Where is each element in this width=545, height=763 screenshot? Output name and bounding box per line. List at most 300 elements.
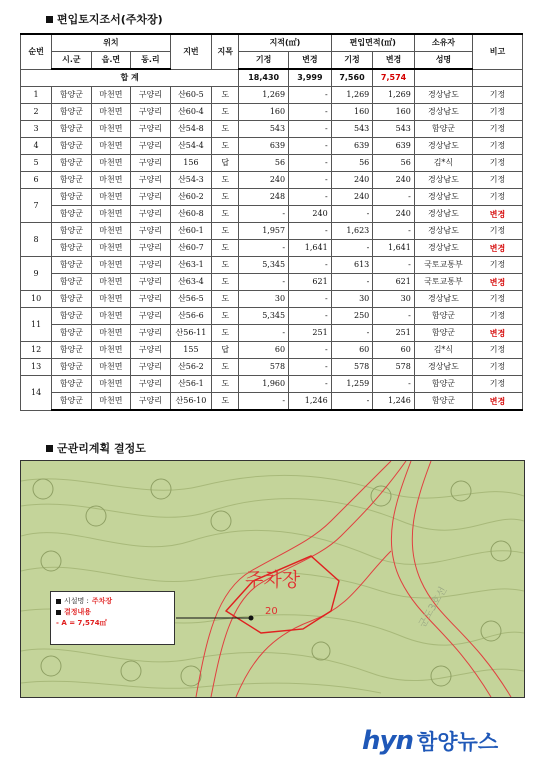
cell-owner: 경상남도 — [414, 104, 472, 121]
cell-city: 함양군 — [52, 87, 91, 104]
cell-village: 구양리 — [131, 274, 171, 291]
cell-town: 마천면 — [91, 291, 130, 308]
cell-owner: 김*식 — [414, 342, 472, 359]
logo-brand: hyn — [362, 726, 413, 756]
parking-lot-label: 주차장 — [245, 569, 301, 591]
cell-inc-changed: 1,269 — [373, 87, 415, 104]
header-lot: 지번 — [170, 34, 212, 69]
cell-remark: 기정 — [473, 87, 523, 104]
cell-inc-changed: 1,246 — [373, 393, 415, 411]
cell-inc-existing: 578 — [331, 359, 373, 376]
square-bullet-icon — [46, 445, 53, 452]
cell-owner: 경상남도 — [414, 240, 472, 257]
cell-area-existing: 30 — [239, 291, 289, 308]
cell-town: 마천면 — [91, 342, 130, 359]
cell-city: 함양군 — [52, 206, 91, 223]
cell-city: 함양군 — [52, 308, 91, 325]
cell-category: 도 — [212, 376, 239, 393]
cell-village: 구양리 — [131, 257, 171, 274]
cell-owner: 함양군 — [414, 325, 472, 342]
cell-inc-existing: 639 — [331, 138, 373, 155]
cell-lot: 산56-5 — [170, 291, 212, 308]
cell-owner: 경상남도 — [414, 291, 472, 308]
cell-city: 함양군 — [52, 257, 91, 274]
cell-city: 함양군 — [52, 121, 91, 138]
cell-village: 구양리 — [131, 342, 171, 359]
total-inc-existing: 7,560 — [331, 69, 373, 87]
cell-city: 함양군 — [52, 291, 91, 308]
header-category: 지목 — [212, 34, 239, 69]
cell-lot: 산56-10 — [170, 393, 212, 411]
total-area-changed: 3,999 — [289, 69, 332, 87]
cell-inc-changed: 578 — [373, 359, 415, 376]
cell-inc-changed: 160 — [373, 104, 415, 121]
cell-inc-changed: 60 — [373, 342, 415, 359]
cell-lot: 155 — [170, 342, 212, 359]
cell-lot: 산60-1 — [170, 223, 212, 240]
contour-line — [21, 499, 524, 531]
cell-lot: 산56-2 — [170, 359, 212, 376]
table-body — [21, 69, 523, 410]
cell-inc-existing: 543 — [331, 121, 373, 138]
header-owner: 소유자 — [414, 34, 472, 52]
cell-category: 도 — [212, 240, 239, 257]
legend-area-row — [56, 618, 169, 629]
cell-no: 9 — [21, 257, 52, 291]
cell-lot: 산60-7 — [170, 240, 212, 257]
total-remark-empty — [473, 69, 523, 87]
cell-area-existing: 60 — [239, 342, 289, 359]
cell-inc-changed: 639 — [373, 138, 415, 155]
tree-symbol — [41, 551, 61, 571]
cell-area-changed: 1,641 — [289, 240, 332, 257]
header-area-existing: 기정 — [239, 52, 289, 70]
cell-lot: 산54-3 — [170, 172, 212, 189]
cell-area-changed: - — [289, 257, 332, 274]
cell-no: 7 — [21, 189, 52, 223]
header-remarks: 비고 — [473, 34, 523, 69]
header-area-changed: 변경 — [289, 52, 332, 70]
cell-owner: 경상남도 — [414, 138, 472, 155]
table-row — [21, 376, 523, 393]
cell-inc-existing: 240 — [331, 189, 373, 206]
cell-category: 도 — [212, 172, 239, 189]
cell-owner: 함양군 — [414, 308, 472, 325]
cell-area-changed: - — [289, 223, 332, 240]
cell-inc-changed: 1,641 — [373, 240, 415, 257]
cell-remark: 변경 — [473, 393, 523, 411]
cell-town: 마천면 — [91, 206, 130, 223]
cell-lot: 산60-4 — [170, 104, 212, 121]
cell-village: 구양리 — [131, 121, 171, 138]
legend-decision-label: 결정내용 — [64, 608, 92, 617]
cell-town: 마천면 — [91, 359, 130, 376]
legend-facility-prefix: 시설명 : — [64, 597, 89, 605]
cell-village: 구양리 — [131, 172, 171, 189]
cell-area-existing: 578 — [239, 359, 289, 376]
cell-town: 마천면 — [91, 393, 130, 411]
cell-no: 6 — [21, 172, 52, 189]
cell-no: 12 — [21, 342, 52, 359]
cell-remark: 변경 — [473, 274, 523, 291]
cell-area-changed: - — [289, 155, 332, 172]
road-label: 군도3호선 — [417, 585, 450, 630]
cell-lot: 산60-2 — [170, 189, 212, 206]
cell-category: 도 — [212, 325, 239, 342]
cell-inc-changed: 251 — [373, 325, 415, 342]
total-inc-changed: 7,574 — [373, 69, 415, 87]
header-owner-name: 성명 — [414, 52, 472, 70]
cell-owner: 함양군 — [414, 376, 472, 393]
cell-owner: 경상남도 — [414, 206, 472, 223]
cell-lot: 산54-8 — [170, 121, 212, 138]
header-inc-changed: 변경 — [373, 52, 415, 70]
logo-name: 함양뉴스 — [416, 730, 499, 754]
cell-inc-existing: 1,269 — [331, 87, 373, 104]
table-row — [21, 393, 523, 411]
cell-inc-changed: 621 — [373, 274, 415, 291]
cell-owner: 국토교통부 — [414, 257, 472, 274]
cell-lot: 산63-4 — [170, 274, 212, 291]
cell-area-existing: 639 — [239, 138, 289, 155]
cell-inc-changed: 240 — [373, 172, 415, 189]
cell-village: 구양리 — [131, 359, 171, 376]
road-line — [412, 461, 511, 697]
square-bullet-icon — [46, 16, 53, 23]
cell-category: 도 — [212, 189, 239, 206]
cell-area-changed: 240 — [289, 206, 332, 223]
cell-area-changed: - — [289, 291, 332, 308]
cell-inc-changed: - — [373, 189, 415, 206]
cell-town: 마천면 — [91, 308, 130, 325]
cell-village: 구양리 — [131, 240, 171, 257]
cell-remark: 변경 — [473, 325, 523, 342]
tree-symbol — [181, 666, 201, 686]
cell-town: 마천면 — [91, 189, 130, 206]
cell-inc-existing: - — [331, 240, 373, 257]
cell-area-changed: - — [289, 376, 332, 393]
cell-remark: 기정 — [473, 223, 523, 240]
cell-city: 함양군 — [52, 342, 91, 359]
cell-area-existing: 160 — [239, 104, 289, 121]
cell-area-changed: - — [289, 138, 332, 155]
cell-owner: 김*식 — [414, 155, 472, 172]
cell-category: 도 — [212, 104, 239, 121]
cell-city: 함양군 — [52, 155, 91, 172]
cell-category: 도 — [212, 87, 239, 104]
cell-area-changed: - — [289, 189, 332, 206]
cell-village: 구양리 — [131, 155, 171, 172]
cell-owner: 경상남도 — [414, 189, 472, 206]
cell-village: 구양리 — [131, 104, 171, 121]
square-bullet-icon — [56, 610, 61, 615]
contour-line — [21, 649, 524, 681]
cell-owner: 경상남도 — [414, 87, 472, 104]
cell-inc-changed: - — [373, 257, 415, 274]
cell-area-changed: 1,246 — [289, 393, 332, 411]
leader-dot — [249, 616, 254, 621]
cell-no: 14 — [21, 376, 52, 411]
cell-town: 마천면 — [91, 257, 130, 274]
section-title-map — [46, 440, 146, 456]
cell-area-existing: - — [239, 206, 289, 223]
cell-area-changed: - — [289, 342, 332, 359]
cell-area-changed: - — [289, 359, 332, 376]
table-row — [21, 121, 523, 138]
cell-category: 도 — [212, 359, 239, 376]
legend-area-text: - A = 7,574㎡ — [56, 619, 107, 628]
cell-category: 도 — [212, 274, 239, 291]
cell-owner: 경상남도 — [414, 359, 472, 376]
section-title-text: 편입토지조서(주차장) — [57, 13, 163, 26]
cell-area-existing: 1,960 — [239, 376, 289, 393]
cell-city: 함양군 — [52, 393, 91, 411]
cell-remark: 변경 — [473, 206, 523, 223]
cell-town: 마천면 — [91, 376, 130, 393]
cell-inc-changed: 56 — [373, 155, 415, 172]
cell-village: 구양리 — [131, 393, 171, 411]
cell-area-changed: - — [289, 104, 332, 121]
cell-area-changed: - — [289, 87, 332, 104]
cell-village: 구양리 — [131, 206, 171, 223]
cell-town: 마천면 — [91, 155, 130, 172]
table-row — [21, 240, 523, 257]
cell-town: 마천면 — [91, 274, 130, 291]
cell-owner: 함양군 — [414, 121, 472, 138]
cell-town: 마천면 — [91, 240, 130, 257]
cell-area-existing: 248 — [239, 189, 289, 206]
table-header — [21, 34, 523, 69]
cell-inc-existing: 56 — [331, 155, 373, 172]
cell-area-existing: 543 — [239, 121, 289, 138]
cell-inc-existing: 240 — [331, 172, 373, 189]
tree-symbol — [211, 511, 231, 531]
cell-inc-changed: - — [373, 376, 415, 393]
cell-inc-existing: 30 — [331, 291, 373, 308]
cell-village: 구양리 — [131, 291, 171, 308]
table-row — [21, 189, 523, 206]
cell-lot: 산63-1 — [170, 257, 212, 274]
cell-inc-changed: - — [373, 223, 415, 240]
cell-remark: 기정 — [473, 155, 523, 172]
table-row — [21, 274, 523, 291]
cell-lot: 156 — [170, 155, 212, 172]
table-row — [21, 104, 523, 121]
cell-no: 13 — [21, 359, 52, 376]
table-row — [21, 291, 523, 308]
total-area-existing: 18,430 — [239, 69, 289, 87]
cell-town: 마천면 — [91, 172, 130, 189]
cell-inc-existing: 613 — [331, 257, 373, 274]
cell-no: 5 — [21, 155, 52, 172]
table-row — [21, 359, 523, 376]
cell-inc-existing: 250 — [331, 308, 373, 325]
cell-remark: 기정 — [473, 189, 523, 206]
cell-town: 마천면 — [91, 104, 130, 121]
total-label: 합 계 — [21, 69, 239, 87]
header-incorporated: 편입면적(㎡) — [331, 34, 414, 52]
contour-line — [21, 475, 524, 498]
table-row — [21, 138, 523, 155]
cell-lot: 산54-4 — [170, 138, 212, 155]
cell-category: 도 — [212, 223, 239, 240]
cell-no: 10 — [21, 291, 52, 308]
cell-category: 도 — [212, 206, 239, 223]
lot-number-label: 20 — [265, 606, 278, 617]
cell-city: 함양군 — [52, 223, 91, 240]
cell-town: 마천면 — [91, 325, 130, 342]
cell-remark: 기정 — [473, 104, 523, 121]
cell-town: 마천면 — [91, 223, 130, 240]
section-title-land-table — [46, 11, 163, 27]
cell-no: 11 — [21, 308, 52, 342]
table-row — [21, 308, 523, 325]
section-title-text: 군관리계획 결정도 — [57, 442, 146, 455]
cell-area-existing: 240 — [239, 172, 289, 189]
cell-inc-existing: - — [331, 206, 373, 223]
cell-area-existing: - — [239, 240, 289, 257]
table-row — [21, 172, 523, 189]
cell-lot: 산56-6 — [170, 308, 212, 325]
cell-lot: 산56-1 — [170, 376, 212, 393]
tree-symbol — [371, 486, 391, 506]
cell-area-existing: - — [239, 325, 289, 342]
cell-lot: 산60-8 — [170, 206, 212, 223]
land-incorporation-table — [20, 33, 523, 411]
header-area: 지적(㎡) — [239, 34, 331, 52]
contour-line — [21, 681, 381, 693]
cell-inc-changed: - — [373, 308, 415, 325]
cell-village: 구양리 — [131, 308, 171, 325]
square-bullet-icon — [56, 599, 61, 604]
cell-no: 8 — [21, 223, 52, 257]
tree-symbol — [151, 479, 171, 499]
cell-area-changed: 621 — [289, 274, 332, 291]
cell-inc-changed: 543 — [373, 121, 415, 138]
cell-city: 함양군 — [52, 240, 91, 257]
cell-category: 도 — [212, 291, 239, 308]
cell-village: 구양리 — [131, 87, 171, 104]
cell-remark: 기정 — [473, 376, 523, 393]
table-row — [21, 325, 523, 342]
news-logo — [362, 726, 498, 756]
cell-area-changed: - — [289, 172, 332, 189]
cell-remark: 변경 — [473, 240, 523, 257]
cell-town: 마천면 — [91, 121, 130, 138]
legend-facility-row — [56, 596, 169, 607]
cell-category: 도 — [212, 393, 239, 411]
map-legend — [50, 591, 175, 645]
cell-city: 함양군 — [52, 104, 91, 121]
table-row — [21, 206, 523, 223]
cell-village: 구양리 — [131, 376, 171, 393]
cell-area-existing: 5,345 — [239, 308, 289, 325]
cell-city: 함양군 — [52, 325, 91, 342]
header-city: 시.군 — [52, 52, 91, 70]
total-owner-empty — [414, 69, 472, 87]
cell-area-existing: - — [239, 393, 289, 411]
header-location: 위치 — [52, 34, 170, 52]
cell-area-changed: - — [289, 308, 332, 325]
cell-inc-existing: 1,259 — [331, 376, 373, 393]
table-row — [21, 257, 523, 274]
total-row — [21, 69, 523, 87]
cell-owner: 함양군 — [414, 393, 472, 411]
header-village: 동.리 — [131, 52, 171, 70]
tree-symbol — [41, 656, 61, 676]
cell-category: 답 — [212, 155, 239, 172]
cell-no: 1 — [21, 87, 52, 104]
table-row — [21, 223, 523, 240]
cell-inc-changed: 30 — [373, 291, 415, 308]
header-no: 순번 — [21, 34, 52, 69]
cell-inc-changed: 240 — [373, 206, 415, 223]
cell-area-changed: 251 — [289, 325, 332, 342]
legend-facility-value: 주차장 — [91, 597, 113, 605]
cell-remark: 기정 — [473, 308, 523, 325]
cell-category: 도 — [212, 121, 239, 138]
cell-inc-existing: 1,623 — [331, 223, 373, 240]
cell-area-existing: 56 — [239, 155, 289, 172]
cell-city: 함양군 — [52, 376, 91, 393]
zoning-map — [20, 460, 525, 698]
tree-symbol — [121, 661, 141, 681]
cell-inc-existing: - — [331, 393, 373, 411]
cell-lot: 산56-11 — [170, 325, 212, 342]
cell-area-changed: - — [289, 121, 332, 138]
cell-owner: 국토교통부 — [414, 274, 472, 291]
cell-category: 도 — [212, 138, 239, 155]
cell-remark: 기정 — [473, 342, 523, 359]
table-row — [21, 342, 523, 359]
cell-category: 도 — [212, 308, 239, 325]
cell-no: 3 — [21, 121, 52, 138]
cell-remark: 기정 — [473, 257, 523, 274]
cell-category: 답 — [212, 342, 239, 359]
cell-remark: 기정 — [473, 121, 523, 138]
tree-symbol — [481, 621, 501, 641]
cell-no: 2 — [21, 104, 52, 121]
tree-symbol — [312, 642, 330, 660]
tree-symbol — [451, 481, 471, 501]
cell-inc-existing: - — [331, 274, 373, 291]
header-town: 읍.면 — [91, 52, 130, 70]
cell-area-existing: 1,269 — [239, 87, 289, 104]
cell-area-existing: 5,345 — [239, 257, 289, 274]
cell-village: 구양리 — [131, 325, 171, 342]
cell-area-existing: 1,957 — [239, 223, 289, 240]
cell-owner: 경상남도 — [414, 223, 472, 240]
header-inc-existing: 기정 — [331, 52, 373, 70]
cell-city: 함양군 — [52, 172, 91, 189]
cell-village: 구양리 — [131, 223, 171, 240]
cell-remark: 기정 — [473, 172, 523, 189]
cell-city: 함양군 — [52, 359, 91, 376]
tree-symbol — [33, 479, 53, 499]
cell-owner: 경상남도 — [414, 172, 472, 189]
cell-inc-existing: 160 — [331, 104, 373, 121]
cell-city: 함양군 — [52, 138, 91, 155]
cell-city: 함양군 — [52, 274, 91, 291]
cell-town: 마천면 — [91, 87, 130, 104]
cell-lot: 산60-5 — [170, 87, 212, 104]
cell-inc-existing: - — [331, 325, 373, 342]
cell-no: 4 — [21, 138, 52, 155]
cell-inc-existing: 60 — [331, 342, 373, 359]
cell-town: 마천면 — [91, 138, 130, 155]
cell-remark: 기정 — [473, 138, 523, 155]
cell-village: 구양리 — [131, 138, 171, 155]
